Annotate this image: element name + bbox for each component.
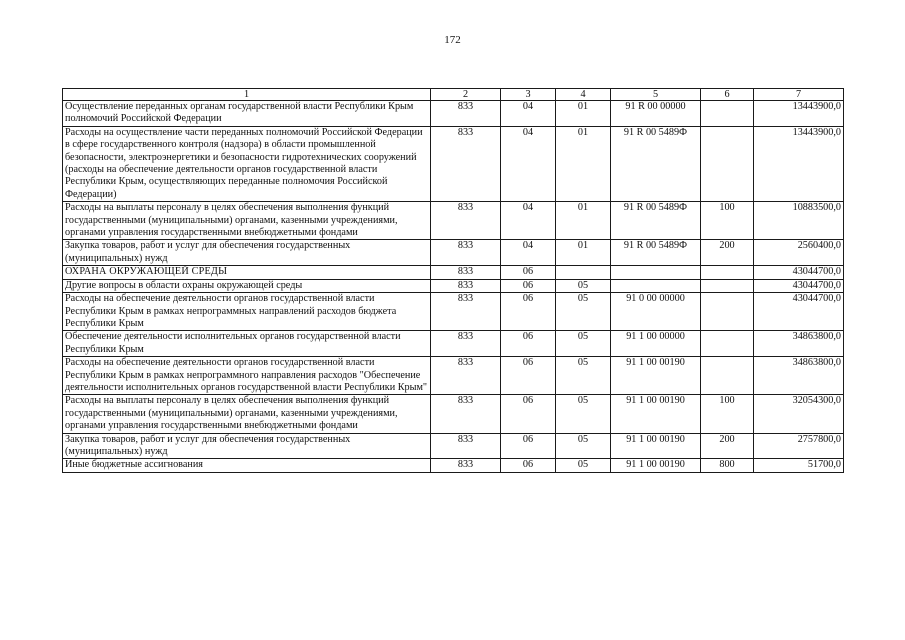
expense-type-cell [701, 279, 754, 292]
target-article-cell: 91 R 00 5489Ф [611, 202, 701, 240]
row-name-cell: Закупка товаров, работ и услуг для обеспечения государственных (муниципальных) нужд [63, 433, 431, 459]
row-name-cell: Иные бюджетные ассигнования [63, 459, 431, 472]
budget-table [62, 88, 844, 473]
row-name-cell: Обеспечение деятельности исполнительных органов государственной власти Республики Крым [63, 331, 431, 357]
table-row [63, 433, 844, 459]
row-name-cell: Закупка товаров, работ и услуг для обеспечения государственных (муниципальных) нужд [63, 240, 431, 266]
section-code-cell: 06 [501, 395, 556, 433]
expense-type-cell: 100 [701, 202, 754, 240]
table-row [63, 202, 844, 240]
expense-type-cell: 800 [701, 459, 754, 472]
amount-cell: 13443900,0 [754, 101, 844, 127]
ministry-code-cell: 833 [431, 395, 501, 433]
subsection-code-cell: 05 [556, 433, 611, 459]
subsection-code-cell [556, 266, 611, 279]
column-header-2: 2 [431, 89, 501, 101]
row-name-cell: Расходы на обеспечение деятельности органов государственной власти Республики Крым в рамках непрограммного направления расходов "Обеспечение деятельности исполнительных органов государственной власти Республики Крым" [63, 357, 431, 395]
amount-cell: 34863800,0 [754, 331, 844, 357]
target-article-cell: 91 1 00 00190 [611, 433, 701, 459]
column-header-5: 5 [611, 89, 701, 101]
section-code-cell: 06 [501, 279, 556, 292]
table-row [63, 279, 844, 292]
subsection-code-cell: 05 [556, 395, 611, 433]
table-row [63, 395, 844, 433]
ministry-code-cell: 833 [431, 433, 501, 459]
target-article-cell: 91 0 00 00000 [611, 293, 701, 331]
target-article-cell [611, 279, 701, 292]
amount-cell: 43044700,0 [754, 293, 844, 331]
amount-cell: 43044700,0 [754, 266, 844, 279]
table-row [63, 266, 844, 279]
table-row [63, 101, 844, 127]
table-row [63, 459, 844, 472]
row-name-cell: Расходы на осуществление части переданных полномочий Российской Федерации в сфере государственного контроля (надзора) в области промышленной безопасности, электроэнергетики и безопасности гидротехнических сооружений (расходы на обеспечение деятельности органов государственной власти Республики Крым, осуществляющих переданные полномочия Российской Федерации) [63, 126, 431, 201]
ministry-code-cell: 833 [431, 126, 501, 201]
ministry-code-cell: 833 [431, 279, 501, 292]
subsection-code-cell: 01 [556, 101, 611, 127]
expense-type-cell: 100 [701, 395, 754, 433]
section-code-cell: 06 [501, 357, 556, 395]
subsection-code-cell: 05 [556, 459, 611, 472]
amount-cell: 10883500,0 [754, 202, 844, 240]
expense-type-cell: 200 [701, 433, 754, 459]
column-header-6: 6 [701, 89, 754, 101]
amount-cell: 2560400,0 [754, 240, 844, 266]
ministry-code-cell: 833 [431, 202, 501, 240]
expense-type-cell [701, 126, 754, 201]
ministry-code-cell: 833 [431, 293, 501, 331]
ministry-code-cell: 833 [431, 101, 501, 127]
table-header-row [63, 89, 844, 101]
amount-cell: 32054300,0 [754, 395, 844, 433]
expense-type-cell: 200 [701, 240, 754, 266]
row-name-cell: Осуществление переданных органам государственной власти Республики Крым полномочий Российской Федерации [63, 101, 431, 127]
section-code-cell: 04 [501, 202, 556, 240]
subsection-code-cell: 05 [556, 331, 611, 357]
amount-cell: 2757800,0 [754, 433, 844, 459]
subsection-code-cell: 05 [556, 357, 611, 395]
subsection-code-cell: 01 [556, 202, 611, 240]
column-header-3: 3 [501, 89, 556, 101]
section-code-cell: 06 [501, 266, 556, 279]
section-code-cell: 06 [501, 331, 556, 357]
ministry-code-cell: 833 [431, 240, 501, 266]
target-article-cell [611, 266, 701, 279]
expense-type-cell [701, 357, 754, 395]
table-body [63, 101, 844, 473]
section-code-cell: 06 [501, 293, 556, 331]
column-header-1: 1 [63, 89, 431, 101]
target-article-cell: 91 1 00 00190 [611, 395, 701, 433]
section-code-cell: 06 [501, 433, 556, 459]
amount-cell: 43044700,0 [754, 279, 844, 292]
table-row [63, 240, 844, 266]
table-row [63, 331, 844, 357]
subsection-code-cell: 01 [556, 240, 611, 266]
target-article-cell: 91 R 00 5489Ф [611, 126, 701, 201]
section-code-cell: 06 [501, 459, 556, 472]
subsection-code-cell: 05 [556, 279, 611, 292]
page-number: 172 [444, 34, 461, 46]
table-row [63, 126, 844, 201]
expense-type-cell [701, 101, 754, 127]
ministry-code-cell: 833 [431, 357, 501, 395]
subsection-code-cell: 01 [556, 126, 611, 201]
section-code-cell: 04 [501, 126, 556, 201]
row-name-cell: Расходы на выплаты персоналу в целях обеспечения выполнения функций государственными (муниципальными) органами, казенными учреждениями, органами управления государственными внебюджетными фондами [63, 395, 431, 433]
ministry-code-cell: 833 [431, 459, 501, 472]
ministry-code-cell: 833 [431, 266, 501, 279]
subsection-code-cell: 05 [556, 293, 611, 331]
amount-cell: 51700,0 [754, 459, 844, 472]
row-name-cell: ОХРАНА ОКРУЖАЮЩЕЙ СРЕДЫ [63, 266, 431, 279]
row-name-cell: Другие вопросы в области охраны окружающей среды [63, 279, 431, 292]
ministry-code-cell: 833 [431, 331, 501, 357]
expense-type-cell [701, 266, 754, 279]
table-row [63, 357, 844, 395]
target-article-cell: 91 R 00 00000 [611, 101, 701, 127]
row-name-cell: Расходы на выплаты персоналу в целях обеспечения выполнения функций государственными (муниципальными) органами, казенными учреждениями, органами управления государственными внебюджетными фондами [63, 202, 431, 240]
expense-type-cell [701, 331, 754, 357]
target-article-cell: 91 1 00 00190 [611, 357, 701, 395]
expense-type-cell [701, 293, 754, 331]
target-article-cell: 91 1 00 00190 [611, 459, 701, 472]
row-name-cell: Расходы на обеспечение деятельности органов государственной власти Республики Крым в рамках непрограммных направлений расходов бюджета Республики Крым [63, 293, 431, 331]
amount-cell: 34863800,0 [754, 357, 844, 395]
table-row [63, 293, 844, 331]
column-header-4: 4 [556, 89, 611, 101]
amount-cell: 13443900,0 [754, 126, 844, 201]
target-article-cell: 91 1 00 00000 [611, 331, 701, 357]
target-article-cell: 91 R 00 5489Ф [611, 240, 701, 266]
column-header-7: 7 [754, 89, 844, 101]
section-code-cell: 04 [501, 240, 556, 266]
section-code-cell: 04 [501, 101, 556, 127]
